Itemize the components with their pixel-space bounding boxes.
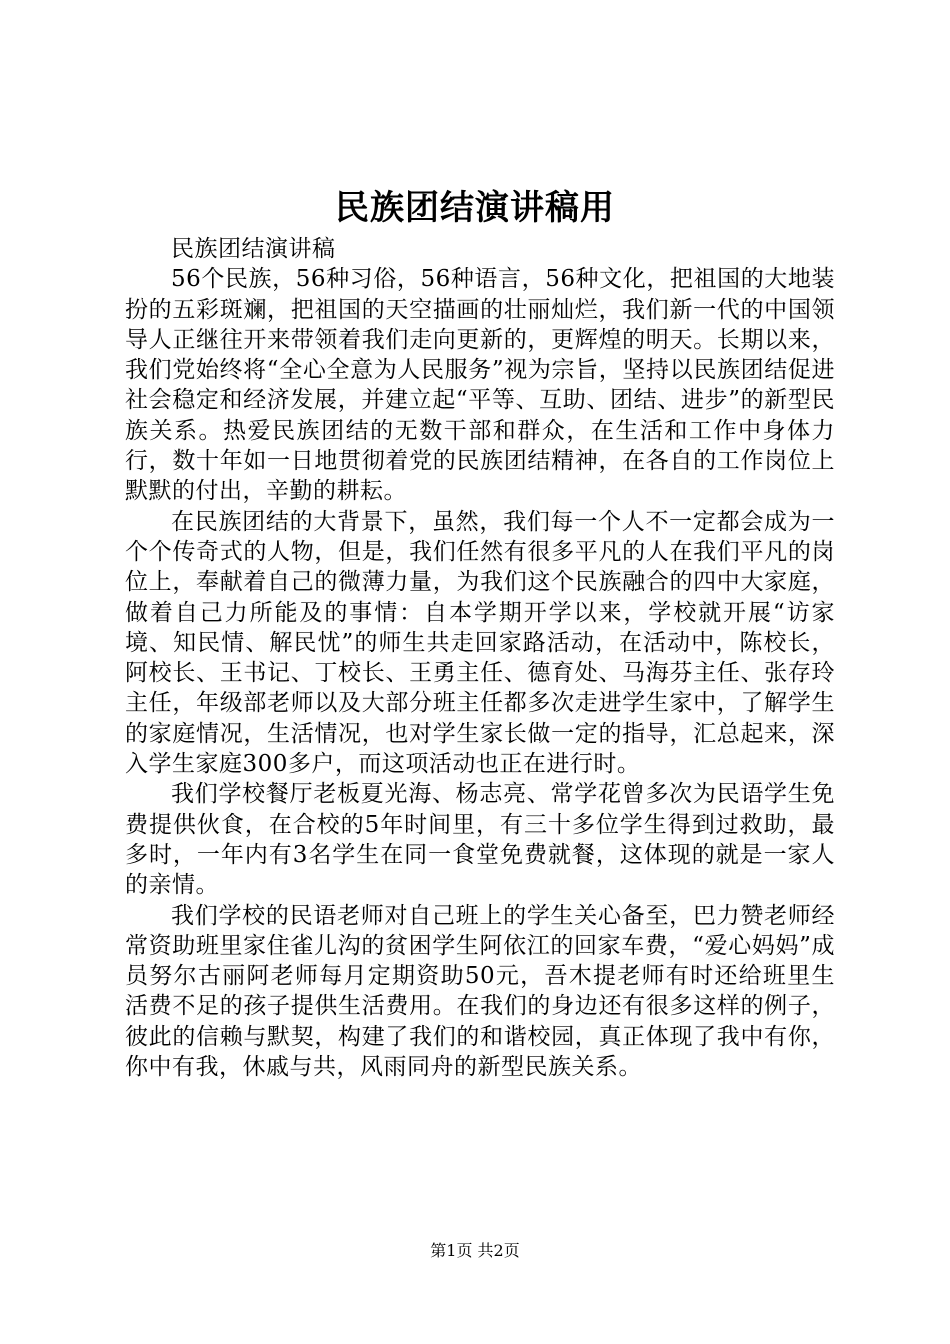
paragraph-4: 我们学校的民语老师对自己班上的学生关心备至，巴力赞老师经常资助班里家住雀儿沟的贫困学生阿依江的回家车费，“爱心妈妈”成员努尔古丽阿老师每月定期资助50元，吾木提老师有时还给班里生活费不足的孩子提供生活费用。在我们的身边还有很多这样的例子，彼此的信赖与默契，构建了我们的和谐校园，真正体现了我中有你，你中有我，休戚与共，风雨同舟的新型民族关系。	[125, 902, 835, 1081]
paragraph-3: 我们学校餐厅老板夏光海、杨志亮、常学花曾多次为民语学生免费提供伙食，在合校的5年时间里，有三十多位学生得到过救助，最多时，一年内有3名学生在同一食堂免费就餐，这体现的就是一家人的亲情。	[125, 781, 835, 899]
document-title: 民族团结演讲稿用	[335, 188, 615, 228]
page-footer: 第1页 共2页	[430, 1241, 520, 1260]
document-body	[125, 234, 835, 1082]
paragraph-1: 56个民族，56种习俗，56种语言，56种文化，把祖国的大地装扮的五彩斑斓，把祖国的天空描画的壮丽灿烂，我们新一代的中国领导人正继往开来带领着我们走向更新的，更辉煌的明天。长期以来，我们党始终将“全心全意为人民服务”视为宗旨，坚持以民族团结促进社会稳定和经济发展，并建立起“平等、互助、团结、进步”的新型民族关系。热爱民族团结的无数干部和群众，在生活和工作中身体力行，数十年如一日地贯彻着党的民族团结精神，在各自的工作岗位上默默的付出，辛勤的耕耘。	[125, 266, 835, 505]
paragraph-2: 在民族团结的大背景下，虽然，我们每一个人不一定都会成为一个个传奇式的人物，但是，我们任然有很多平凡的人在我们平凡的岗位上，奉献着自己的微薄力量，为我们这个民族融合的四中大家庭，做着自己力所能及的事情：自本学期开学以来，学校就开展“访家境、知民情、解民忧”的师生共走回家路活动，在活动中，陈校长，阿校长、王书记、丁校长、王勇主任、德育处、马海芬主任、张存玲主任，年级部老师以及大部分班主任都多次走进学生家中，了解学生的家庭情况，生活情况，也对学生家长做一定的指导，汇总起来，深入学生家庭300多户，而这项活动也正在进行时。	[125, 508, 835, 778]
document-subtitle: 民族团结演讲稿	[171, 236, 336, 262]
